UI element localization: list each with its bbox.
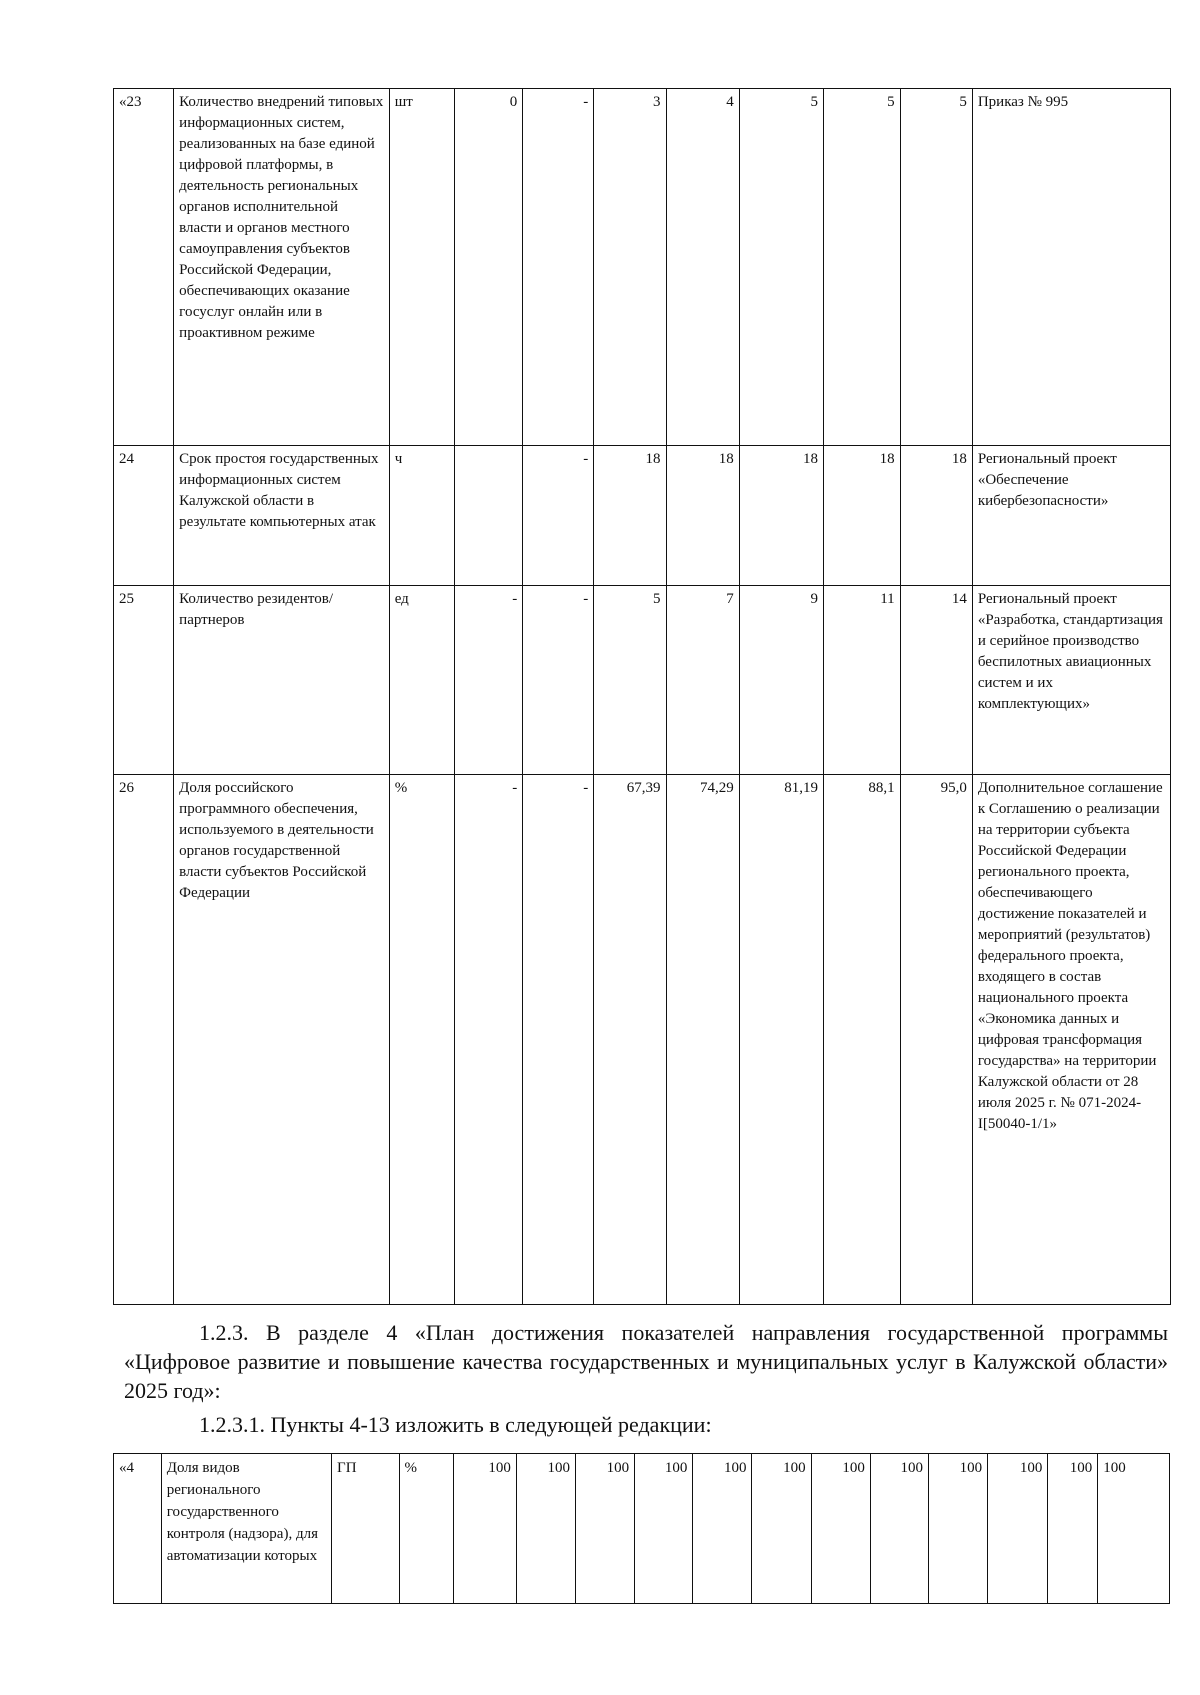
year-value: 81,19	[739, 775, 823, 1305]
month-value: 100	[635, 1454, 693, 1604]
row-number: 25	[114, 586, 174, 775]
plan-table-row	[114, 1454, 1170, 1604]
indicator-name: Доля видов регионального государственного контроля (надзора), для автоматизации которых	[161, 1454, 331, 1604]
year-value: -	[523, 446, 594, 586]
row-number: 26	[114, 775, 174, 1305]
month-value: 100	[576, 1454, 635, 1604]
indicator-row	[114, 586, 1171, 775]
indicators-table	[113, 88, 1171, 1305]
indicator-name: Количество внедрений типовых информационных систем, реализованных на базе единой цифровой платформы, в деятельность региональных органов исполнительной власти и органов местного самоуправления субъектов Российской Федерации, обеспечивающих оказание госуслуг онлайн или в проактивном режиме	[174, 89, 390, 446]
month-value: 100	[516, 1454, 575, 1604]
indicator-name: Количество резидентов/партнеров	[174, 586, 390, 775]
indicator-row	[114, 775, 1171, 1305]
base-value: 0	[455, 89, 523, 446]
indicator-unit: ч	[389, 446, 455, 586]
year-value: 74,29	[666, 775, 739, 1305]
year-value: 5	[739, 89, 823, 446]
year-value: 18	[739, 446, 823, 586]
year-value: 5	[900, 89, 972, 446]
year-value: 5	[594, 586, 666, 775]
indicator-source: Дополнительное соглашение к Соглашению о реализации на территории субъекта Российской Федерации регионального проекта, обеспечивающего достижение показателей и мероприятий (результатов) федерального проекта, входящего в состав национального проекта «Экономика данных и цифровая трансформация государства» на территории Калужской области от 28 июля 2025 г. № 071-2024-I[50040-1/1»	[972, 775, 1170, 1305]
year-value: -	[523, 775, 594, 1305]
year-value: 18	[824, 446, 901, 586]
month-value: 100	[453, 1454, 516, 1604]
row-number: 24	[114, 446, 174, 586]
indicator-name: Доля российского программного обеспечения, используемого в деятельности органов государственной власти субъектов Российской Федерации	[174, 775, 390, 1305]
month-value: 100	[1098, 1454, 1170, 1604]
base-value: -	[455, 586, 523, 775]
indicator-row	[114, 89, 1171, 446]
indicator-name: Срок простоя государственных информационных систем Калужской области в результате компьютерных атак	[174, 446, 390, 586]
month-value: 100	[928, 1454, 987, 1604]
year-value: 18	[594, 446, 666, 586]
subsection-paragraph: 1.2.3.1. Пункты 4-13 изложить в следующей редакции:	[199, 1412, 712, 1437]
row-number: «4	[114, 1454, 162, 1604]
indicator-unit: %	[389, 775, 455, 1305]
month-value: 100	[870, 1454, 928, 1604]
indicator-source: Региональный проект «Обеспечение кибербезопасности»	[972, 446, 1170, 586]
month-value: 100	[988, 1454, 1048, 1604]
base-value	[455, 446, 523, 586]
month-value: 100	[752, 1454, 811, 1604]
year-value: 11	[824, 586, 901, 775]
year-value: 14	[900, 586, 972, 775]
year-value: 95,0	[900, 775, 972, 1305]
year-value: -	[523, 586, 594, 775]
year-value: 67,39	[594, 775, 666, 1305]
row-number: «23	[114, 89, 174, 446]
indicator-unit: ед	[389, 586, 455, 775]
indicator-source: Приказ № 995	[972, 89, 1170, 446]
section-paragraph: 1.2.3. В разделе 4 «План достижения показателей направления государственной программы «Цифровое развитие и повышение качества государственных и муниципальных услуг в Калужской области» 2025 год»:	[124, 1320, 1168, 1403]
base-value: -	[455, 775, 523, 1305]
indicator-unit: %	[399, 1454, 453, 1604]
year-value: -	[523, 89, 594, 446]
year-value: 7	[666, 586, 739, 775]
indicator-row	[114, 446, 1171, 586]
plan-table	[113, 1453, 1170, 1604]
month-value: 100	[1048, 1454, 1098, 1604]
year-value: 18	[900, 446, 972, 586]
year-value: 18	[666, 446, 739, 586]
year-value: 5	[824, 89, 901, 446]
year-value: 4	[666, 89, 739, 446]
year-value: 3	[594, 89, 666, 446]
indicator-source: Региональный проект «Разработка, стандартизация и серийное производство беспилотных авиационных систем и их комплектующих»	[972, 586, 1170, 775]
year-value: 88,1	[824, 775, 901, 1305]
year-value: 9	[739, 586, 823, 775]
month-value: 100	[811, 1454, 870, 1604]
month-value: 100	[693, 1454, 752, 1604]
indicator-level: ГП	[332, 1454, 399, 1604]
indicator-unit: шт	[389, 89, 455, 446]
